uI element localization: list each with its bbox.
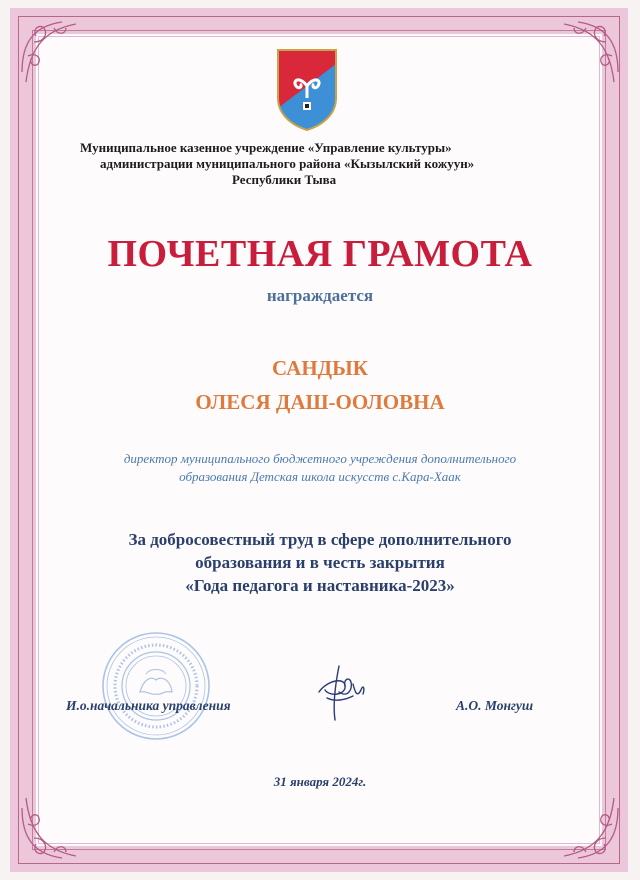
corner-ornament-icon xyxy=(14,12,104,102)
recipient-surname: САНДЫК xyxy=(272,356,368,380)
position-line-1: директор муниципального бюджетного учреждения дополнительного xyxy=(123,451,517,466)
corner-ornament-icon xyxy=(14,778,104,868)
round-seal-icon xyxy=(100,630,212,742)
corner-ornament-icon xyxy=(536,778,626,868)
organization-line-2: администрации муниципального района «Кызылский кожуун» xyxy=(100,156,475,171)
signatory-name: А.О. Монгуш xyxy=(456,698,534,713)
organization-line-3: Республики Тыва xyxy=(232,172,337,187)
signatory-title: И.о.начальника управления xyxy=(66,698,231,713)
organization-header xyxy=(80,140,560,188)
awarded-label: награждается xyxy=(266,286,374,305)
handwritten-signature-icon xyxy=(305,662,383,724)
organization-line-1: Муниципальное казенное учреждение «Управление культуры» xyxy=(80,140,452,155)
issue-date: 31 января 2024г. xyxy=(273,774,367,789)
reason-line-1: За добросовестный труд в сфере дополнительного xyxy=(128,530,512,549)
coat-of-arms-icon xyxy=(274,46,340,132)
reason-line-3: «Года педагога и наставника-2023» xyxy=(185,576,455,595)
certificate-title: ПОЧЕТНАЯ ГРАМОТА xyxy=(107,233,533,275)
award-reason xyxy=(60,528,580,597)
position-line-2: образования Детская школа искусств с.Кара-Хаак xyxy=(179,469,461,484)
corner-ornament-icon xyxy=(536,12,626,102)
recipient-position xyxy=(60,450,580,486)
recipient-given-names: ОЛЕСЯ ДАШ-ООЛОВНА xyxy=(195,390,445,414)
reason-line-2: образования и в честь закрытия xyxy=(195,553,445,572)
